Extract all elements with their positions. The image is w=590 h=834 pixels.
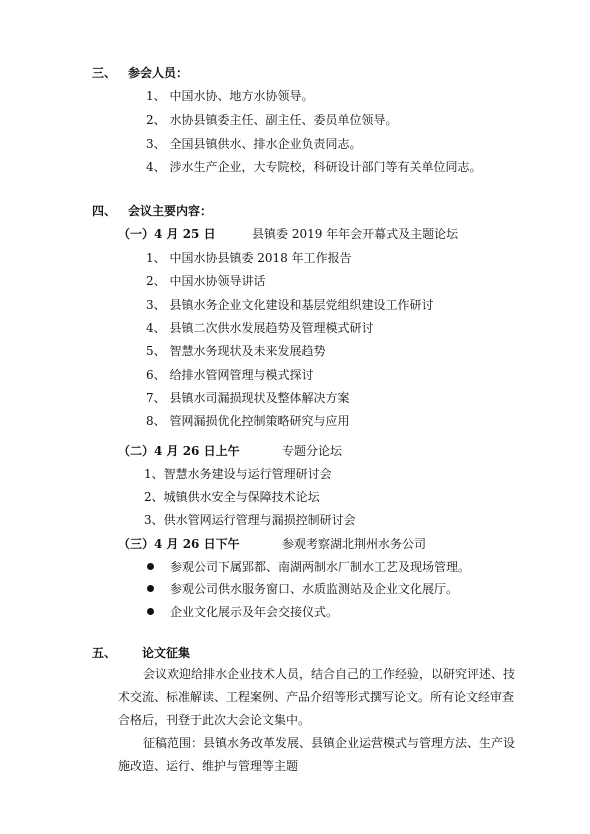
section4-title: 会议主要内容： (128, 204, 213, 218)
day1-item-4: 4、 县镇二次供水发展趋势及管理模式研讨 (146, 321, 374, 335)
day1-item-8: 8、 管网漏损优化控制策略研究与应用 (146, 414, 350, 428)
day3-item-3: 企业文化展示及年会交接仪式。 (170, 605, 339, 619)
day3-item-1: 参观公司下属郢都、南湖两制水厂制水工艺及现场管理。 (170, 560, 471, 574)
day1-heading-date: （一）4 月 25 日 (118, 227, 216, 241)
paper-para1-line1: 会议欢迎给排水企业技术人员，结合自己的工作经验，以研究评述、技 (143, 667, 516, 681)
day2-item-1: 1、智慧水务建设与运行管理研讨会 (144, 467, 332, 481)
day3-heading-date: （三）4 月 26 日下午 (118, 537, 240, 551)
bullet-icon (147, 608, 154, 615)
paper-para1-line2: 术交流、标准解读、工程案例、产品介绍等形式撰写论文。所有论文经审查 (118, 690, 515, 704)
section3-item-1: 1、 中国水协、地方水协领导。 (146, 89, 314, 103)
day2-heading-topic: 专题分论坛 (282, 444, 343, 458)
section3-item-3: 3、 全国县镇供水、排水企业负责同志。 (146, 137, 362, 151)
day3-item-2: 参观公司供水服务窗口、水质监测站及企业文化展厅。 (170, 582, 459, 596)
day2-item-2: 2、城镇供水安全与保障技术论坛 (144, 490, 320, 504)
paper-para1-line3: 合格后，刊登于此次大会论文集中。 (118, 713, 311, 727)
section3-item-2: 2、 水协县镇委主任、副主任、委员单位领导。 (146, 113, 398, 127)
day2-heading-date: （二）4 月 26 日上午 (118, 444, 240, 458)
section5-number: 五、 (92, 646, 117, 660)
day1-heading-topic: 县镇委 2019 年年会开幕式及主题论坛 (252, 227, 459, 241)
section3-item-4: 4、 涉水生产企业，大专院校，科研设计部门等有关单位同志。 (146, 160, 482, 174)
day3-heading-topic: 参观考察湖北荆州水务公司 (282, 537, 427, 551)
bullet-icon (147, 585, 154, 592)
bullet-icon (147, 563, 154, 570)
paper-para2-line2: 施改造、运行、维护与管理等主题 (118, 759, 299, 773)
day1-item-5: 5、 智慧水务现状及未来发展趋势 (146, 344, 326, 358)
section5-title: 论文征集 (142, 646, 191, 660)
section3-title: 参会人员： (128, 66, 189, 80)
day1-item-6: 6、 给排水管网管理与模式探讨 (146, 368, 314, 382)
section3-number: 三、 (92, 66, 117, 80)
section4-number: 四、 (92, 204, 117, 218)
paper-para2-line1: 征稿范围：县镇水务改革发展、县镇企业运营模式与管理方法、生产设 (143, 736, 516, 750)
day1-item-7: 7、 县镇水司漏损现状及整体解决方案 (146, 391, 350, 405)
day1-item-2: 2、 中国水协领导讲话 (146, 274, 266, 288)
day2-item-3: 3、供水管网运行管理与漏损控制研讨会 (144, 513, 356, 527)
day1-item-3: 3、 县镇水务企业文化建设和基层党组织建设工作研讨 (146, 298, 434, 312)
day1-item-1: 1、 中国水协县镇委 2018 年工作报告 (146, 251, 352, 265)
